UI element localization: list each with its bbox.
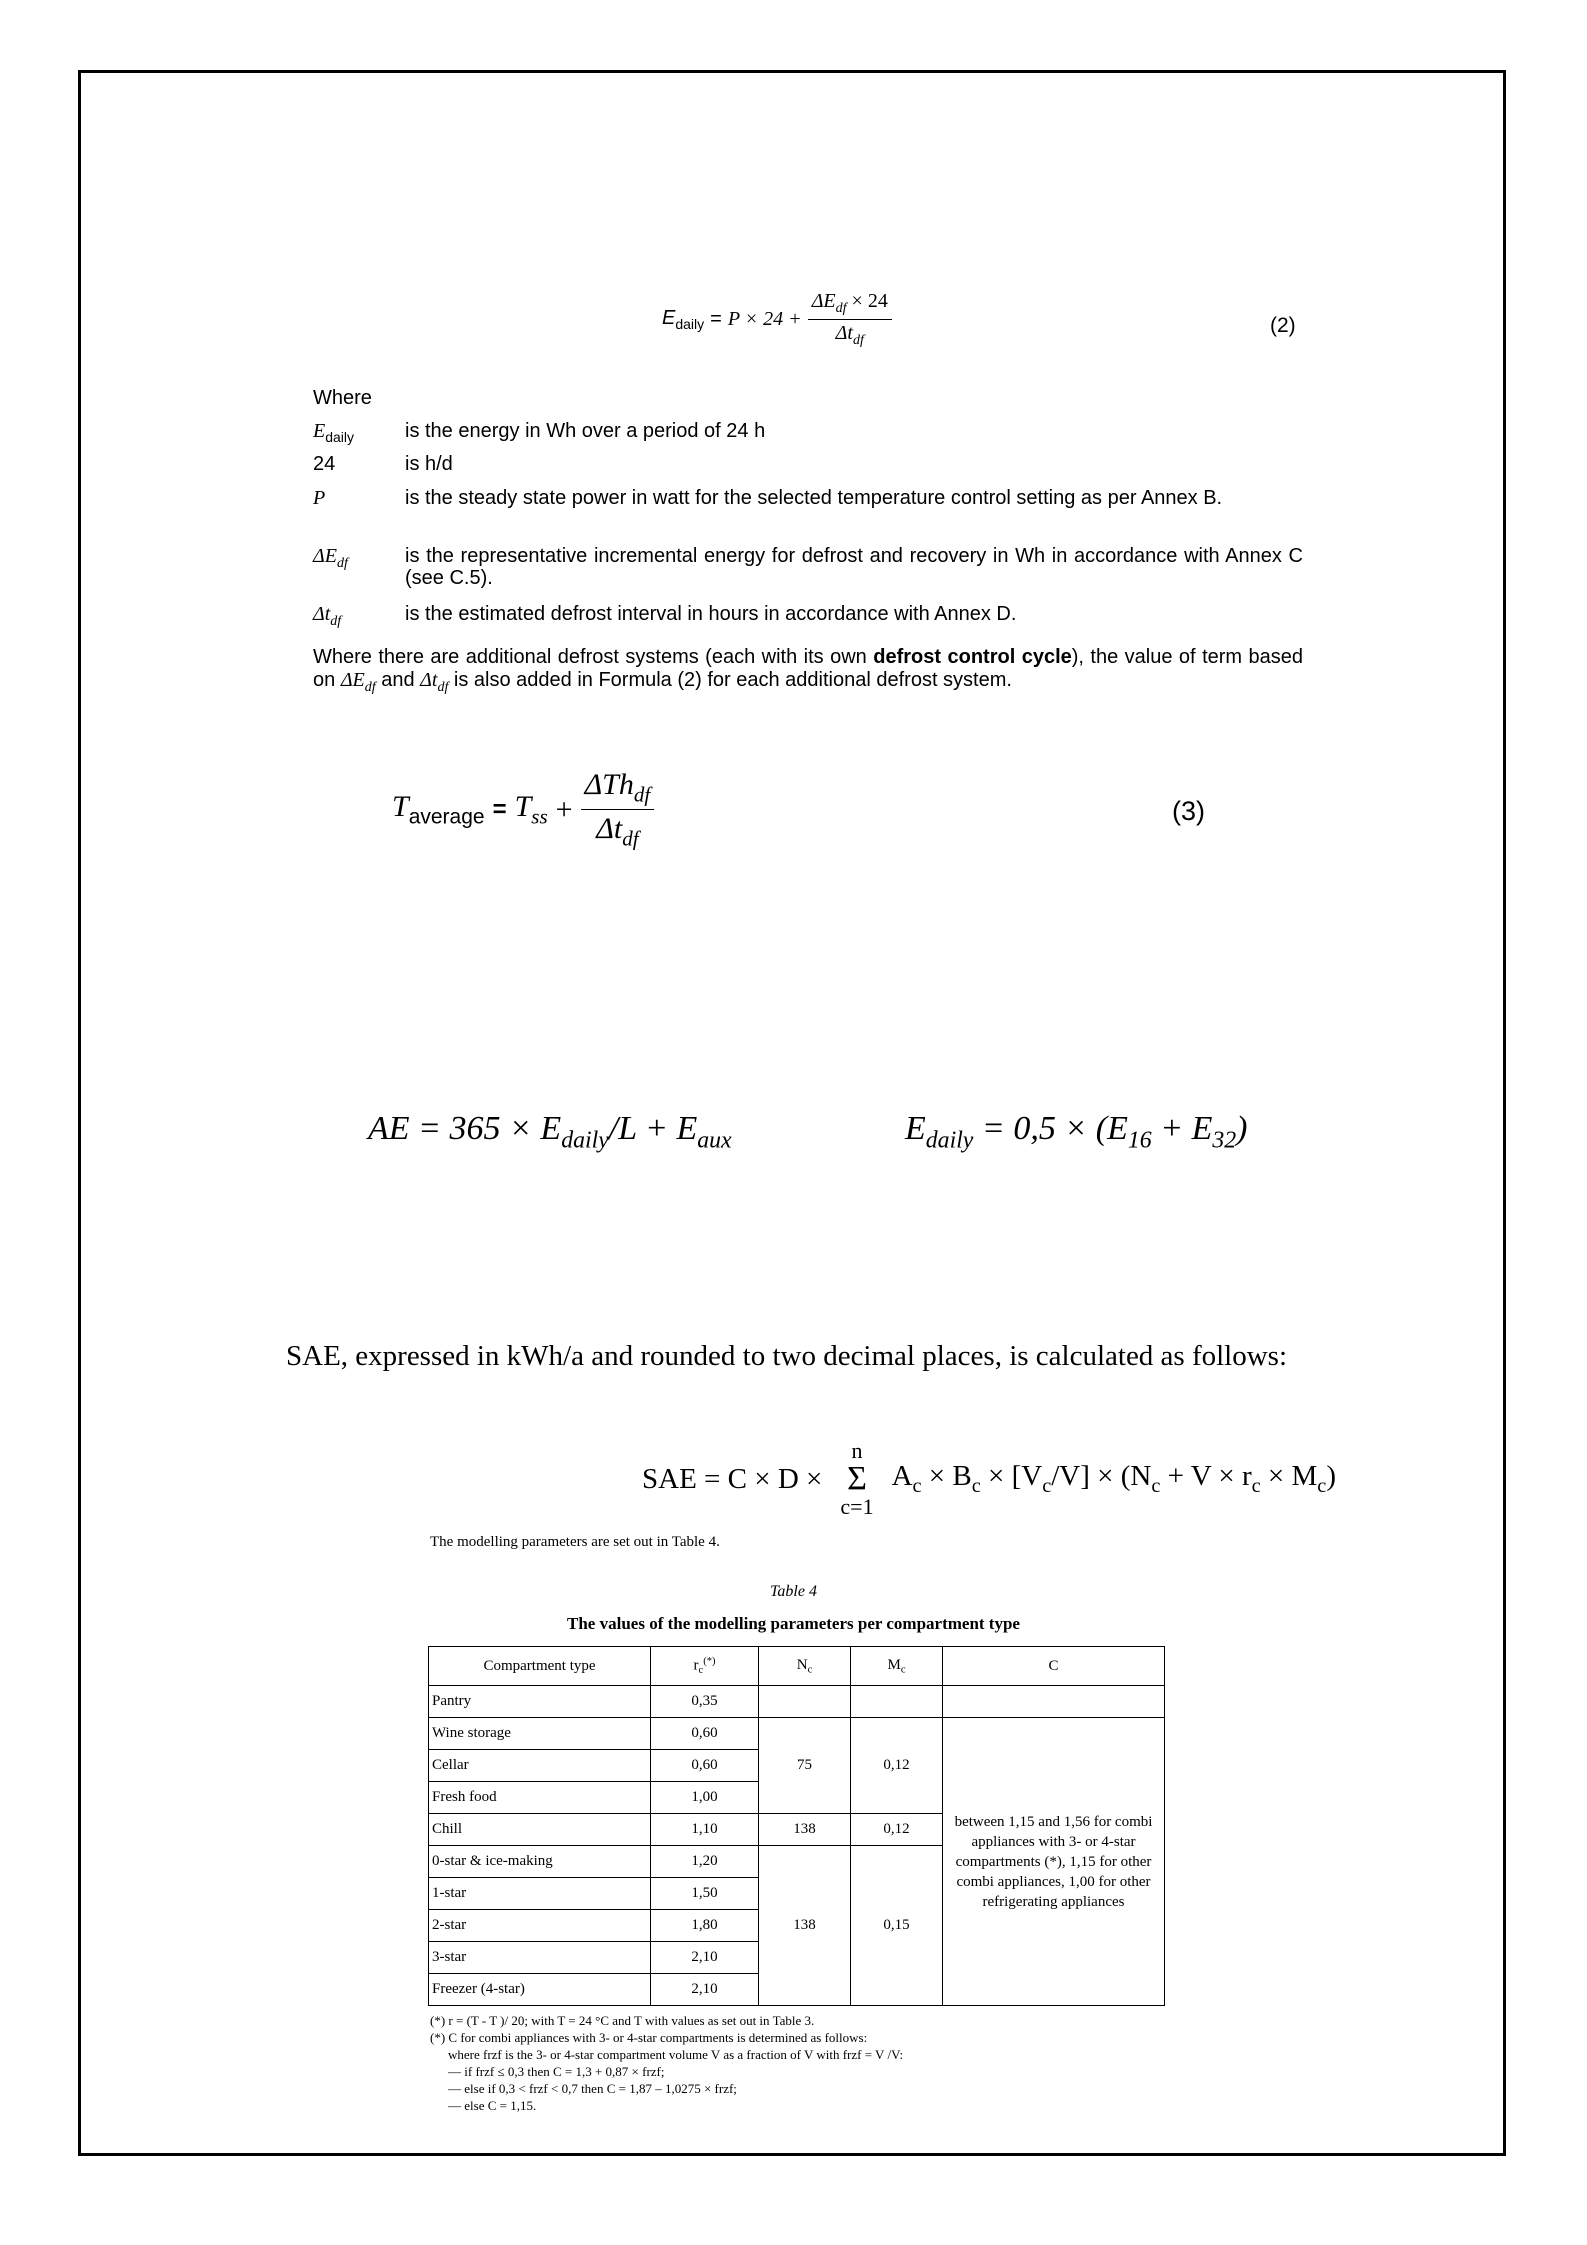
cell-rc: 1,80 [651, 1910, 759, 1942]
cell-mc-empty [851, 1686, 943, 1718]
sae-formula: SAE = C × D × n Σ c=1 $A_c \times B_c \times [V_c/V] \times (N_c + V \times r_c \times M_c)$ [642, 1438, 1336, 1519]
cell-mc: 0,12 [851, 1814, 943, 1846]
formula-3-plus: + [555, 792, 573, 826]
cell-compartment: Freezer (4-star) [429, 1974, 651, 2006]
definition-text: is h/d [405, 453, 453, 475]
definition-text: is the steady state power in watt for the selected temperature control setting as per Annex B. [405, 487, 1223, 509]
header-nc: $N_c$ [759, 1647, 851, 1686]
modelling-parameters-table [428, 1646, 1165, 2006]
cell-nc: 138 [759, 1846, 851, 2006]
header-c: C [943, 1647, 1165, 1686]
definition-symbol: $E_{daily}$ [313, 420, 355, 445]
cell-mc: 0,15 [851, 1846, 943, 2006]
cell-compartment: 2-star [429, 1910, 651, 1942]
cell-rc: 0,60 [651, 1718, 759, 1750]
definition-symbol: $\Delta E_{df}$ [313, 545, 348, 571]
cell-compartment: Pantry [429, 1686, 651, 1718]
footnote: — else if 0,3 < frzf < 0,7 then C = 1,87 – 1,0275 × frzf; [448, 2081, 737, 2096]
cell-compartment: Fresh food [429, 1782, 651, 1814]
table-footnotes [430, 2012, 903, 2114]
cell-nc-empty [759, 1686, 851, 1718]
table-label: Table 4 [770, 1583, 817, 1600]
definition-symbol: $\Delta t_{df}$ [313, 603, 342, 629]
cell-nc: 75 [759, 1718, 851, 1814]
definition-text: is the representative incremental energy for defrost and recovery in Wh in accordance with Annex C (see C.5). [405, 545, 1303, 589]
footnote: (*) r = (T - T )/ 20; with T = 24 °C and T with values as set out in Table 3. [430, 2013, 815, 2028]
formula-3-tss: $T_{ss}$ [514, 790, 548, 829]
footnote: — else C = 1,15. [448, 2098, 537, 2113]
table-row [429, 1686, 1165, 1718]
cell-c-empty [943, 1686, 1165, 1718]
cell-mc: 0,12 [851, 1718, 943, 1814]
formula-3-lhs: $T_{average}$ [392, 790, 485, 829]
table-row [429, 1718, 1165, 1750]
formula-3-number: (3) [1172, 796, 1205, 826]
cell-rc: 2,10 [651, 1974, 759, 2006]
cell-nc: 138 [759, 1814, 851, 1846]
cell-compartment: Chill [429, 1814, 651, 1846]
cell-compartment: 1-star [429, 1878, 651, 1910]
cell-rc: 1,50 [651, 1878, 759, 1910]
formula-2-fraction: $\frac{\Delta E_{df} \times 24}{\Delta t_{df}}$ [808, 290, 892, 349]
cell-rc: 1,10 [651, 1814, 759, 1846]
formula-3 [392, 768, 654, 852]
cell-compartment: Cellar [429, 1750, 651, 1782]
cell-rc: 1,00 [651, 1782, 759, 1814]
footnote: (*) C for combi appliances with 3- or 4-star compartments is determined as follows: [430, 2030, 868, 2045]
where-label: Where [313, 387, 372, 409]
ae-formula: AE = $365 \times E_{daily}/L + E_{aux}$ [368, 1110, 732, 1154]
header-rc: $r_c^{(*)}$ [651, 1647, 759, 1686]
definition-symbol: P [313, 487, 326, 509]
definition-row [313, 545, 1303, 589]
cell-rc: 0,60 [651, 1750, 759, 1782]
cell-rc: 0,35 [651, 1686, 759, 1718]
formula-2 [662, 290, 892, 349]
formula-3-equals: = [492, 795, 507, 823]
formula-2-term: P × 24 + [727, 307, 802, 330]
table-header-row [429, 1647, 1165, 1686]
header-mc: $M_c$ [851, 1647, 943, 1686]
cell-compartment: 3-star [429, 1942, 651, 1974]
additional-defrost-paragraph: Where there are additional defrost systems (each with its own defrost control cycle), the value of term based on $\Delta E_{df}$ and $\Delta t_{df}$ is also added in Formula (2) for each additional defrost system. [313, 646, 1304, 695]
table-title: The values of the modelling parameters per compartment type [567, 1614, 1020, 1633]
footnote: — if frzf ≤ 0,3 then C = 1,3 + 0,87 × frzf; [448, 2064, 665, 2079]
summation-sign: n Σ c=1 [840, 1438, 874, 1519]
footnote: where frzf is the 3- or 4-star compartment volume V as a fraction of V with frzf = V /V: [448, 2047, 904, 2062]
cell-rc: 1,20 [651, 1846, 759, 1878]
formula-3-fraction: $\frac{\Delta Th_{df}}{\Delta t_{df}}$ [581, 768, 655, 852]
definition-row [313, 453, 1303, 475]
cell-compartment: Wine storage [429, 1718, 651, 1750]
definition-text: is the estimated defrost interval in hours in accordance with Annex D. [405, 603, 1017, 625]
definition-row [313, 603, 1303, 633]
definition-text: is the energy in Wh over a period of 24 h [405, 420, 766, 442]
definition-symbol: 24 [313, 453, 336, 475]
formula-2-lhs: $E_{daily}$ [662, 306, 705, 332]
sae-description: SAE, expressed in kWh/a and rounded to two decimal places, is calculated as follows: [286, 1340, 1288, 1372]
table-intro: The modelling parameters are set out in Table 4. [430, 1534, 720, 1550]
cell-rc: 2,10 [651, 1942, 759, 1974]
definition-row [313, 487, 1303, 509]
edaily-average-formula: $E_{daily} = 0,5 \times (E_{16} + E_{32})$ [905, 1110, 1248, 1154]
formula-2-equals: = [710, 307, 722, 330]
cell-compartment: 0-star & ice-making [429, 1846, 651, 1878]
formula-2-number: (2) [1270, 314, 1296, 337]
cell-c-note: between 1,15 and 1,56 for combi appliances with 3- or 4-star compartments (*), 1,15 for other combi appliances, 1,00 for other refrigerating appliances [943, 1718, 1165, 2006]
header-compartment-type: Compartment type [429, 1647, 651, 1686]
definition-row [313, 420, 1303, 448]
